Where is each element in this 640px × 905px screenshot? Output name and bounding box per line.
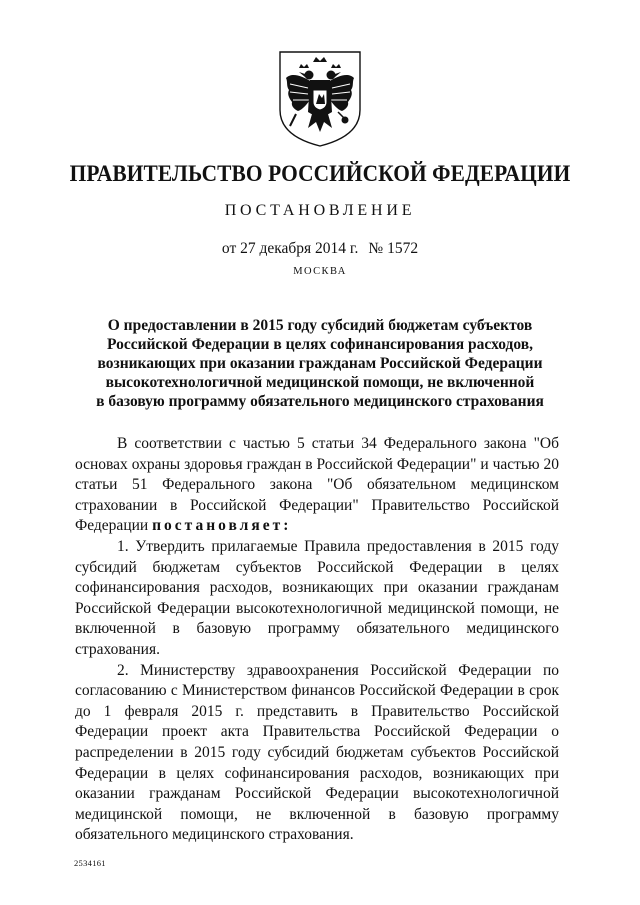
document-code: 2534161 [74, 858, 106, 868]
decree-word: постановляет: [152, 517, 292, 535]
document-number: № 1572 [368, 240, 419, 257]
heading-line: возникающих при оказании гражданам Российской Федерации [97, 355, 543, 372]
item-paragraph: 2. Министерству здравоохранения Российской Федерации по согласованию с Министерством финансов Российской Федерации в срок до 1 февраля 2015 г. представить в Правительство Российской Федерации проект акта Правительства Российской Федерации о распределении в 2015 году субсидий бюджетам субъектов Российской Федерации в целях софинансирования расходов, возникающих при оказании гражданам Российской Федерации высокотехнологичной медицинской помощи, не включенной в базовую программу обязательного медицинского страхования. [75, 661, 559, 844]
heading-line: О предоставлении в 2015 году субсидий бюджетам субъектов [107, 317, 533, 334]
document-body [75, 434, 559, 846]
coat-of-arms-icon [272, 48, 368, 148]
preamble-text: В соответствии с частью 5 статьи 34 Федерального закона "Об основах охраны здоровья граждан в Российской Федерации" и частью 20 статьи 51 Федерального закона "Об обязательном медицинском страховании в Российской Федерации" Правительство Российской Федерации [75, 435, 559, 535]
heading-line: Российской Федерации в целях софинансирования расходов, [106, 336, 533, 353]
document-type: ПОСТАНОВЛЕНИЕ [224, 202, 416, 219]
city-name: МОСКВА [293, 266, 347, 277]
heading-line: в базовую программу обязательного медицинского страхования [96, 393, 544, 410]
government-title: ПРАВИТЕЛЬСТВО РОССИЙСКОЙ ФЕДЕРАЦИИ [69, 161, 571, 186]
item-paragraph: 1. Утвердить прилагаемые Правила предоставления в 2015 году субсидий бюджетам субъектов Российской Федерации в целях софинансирования расходов, возникающих при оказании гражданам Российской Федерации высокотехнологичной медицинской помощи, не включенной в базовую программу обязательного медицинского страхования. [75, 537, 559, 658]
heading-line: высокотехнологичной медицинской помощи, не включенной [105, 374, 535, 391]
date-line [0, 240, 640, 258]
document-heading [60, 316, 580, 411]
document-date: от 27 декабря 2014 г. [221, 240, 359, 257]
preamble-paragraph [75, 434, 559, 537]
